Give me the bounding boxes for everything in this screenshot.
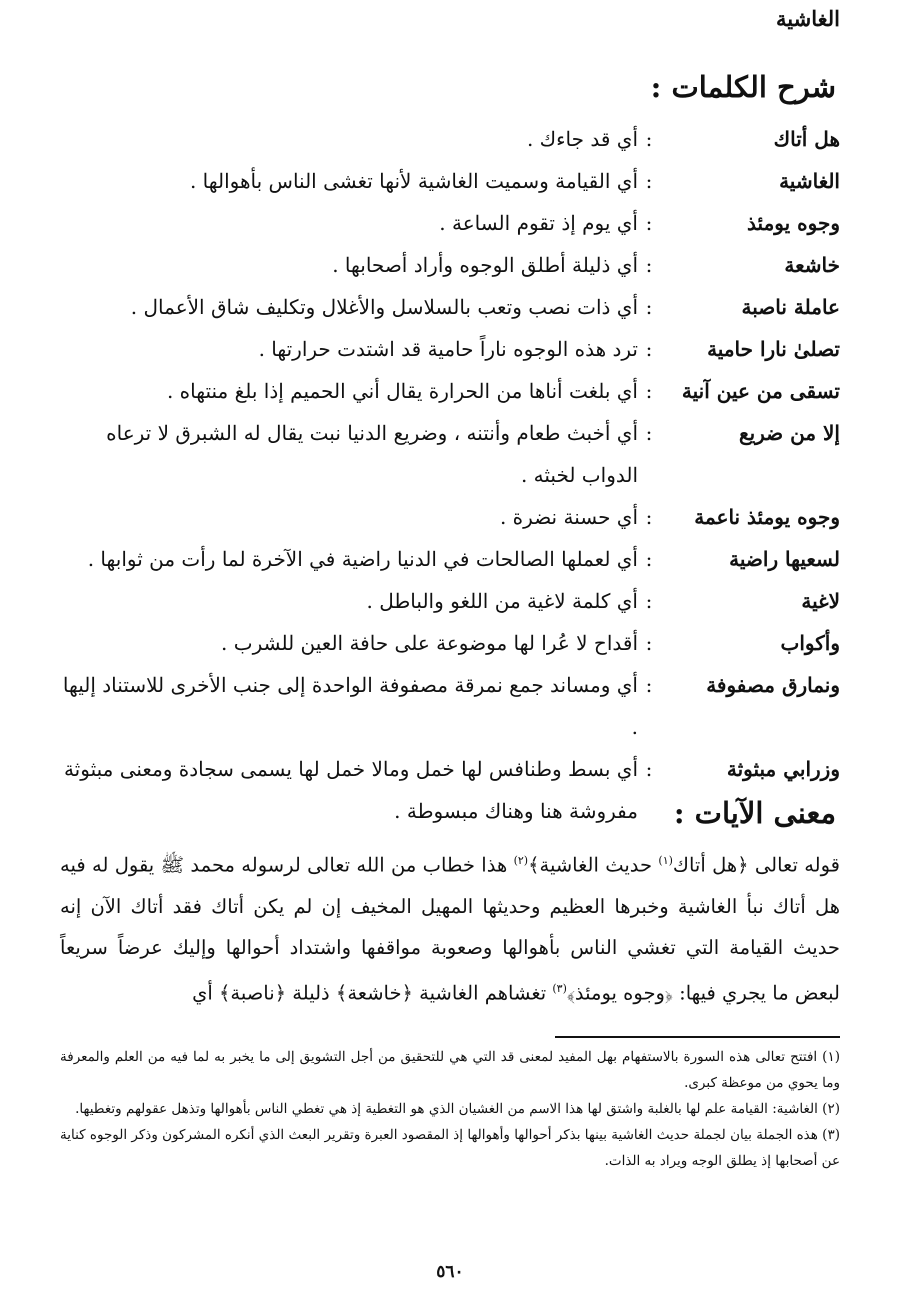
page-number: ٥٦٠ — [436, 1262, 464, 1282]
glossary-row — [60, 244, 840, 286]
glossary-row — [60, 160, 840, 202]
glossary-row — [60, 370, 840, 412]
glossary-definition: أي ومساند جمع نمرقة مصفوفة الواحدة إلى جنب الأخرى للاستناد إليها . — [62, 673, 638, 739]
glossary-definition: ترد هذه الوجوه ناراً حامية قد اشتدت حرارتها . — [258, 337, 638, 361]
glossary-term: الغاشية — [779, 169, 840, 193]
meaning-text-part: قوله تعالى ﴿هل أتاك — [672, 853, 840, 877]
glossary-term: وجوه يومئذ ناعمة — [694, 505, 840, 529]
footnote-marker: (١) — [658, 854, 673, 867]
footnote: (١) افتتح تعالى هذه السورة بالاستفهام بهل المفيد لمعنى قد التي هي للتحقيق من أجل التشويق إلى ما يخبر به لما فيه من العلم والمعرفة وما يحوي من موعظة كبرى. — [60, 1049, 840, 1091]
meaning-paragraph — [60, 840, 840, 1013]
glossary-definition: أي يوم إذ تقوم الساعة . — [439, 211, 638, 235]
glossary-term: لسعيها راضية — [729, 547, 840, 571]
footnote-marker: (٢) — [513, 854, 529, 867]
glossary-term: تسقى من عين آنية — [681, 379, 840, 403]
glossary-term: ونمارق مصفوفة — [706, 673, 840, 697]
glossary-definition: أي ذليلة أطلق الوجوه وأراد أصحابها . — [332, 253, 638, 277]
glossary-row — [60, 286, 840, 328]
glossary-separator: : — [645, 169, 653, 193]
glossary-row — [60, 622, 840, 664]
glossary-term: عاملة ناصبة — [741, 295, 840, 319]
glossary-definition: أقداح لا عُرا لها موضوعة على حافة العين للشرب . — [221, 631, 638, 655]
glossary-term: خاشعة — [784, 253, 840, 277]
glossary-term: هل أتاك — [773, 127, 840, 151]
glossary-separator: : — [645, 337, 653, 361]
glossary-definition: أي ذات نصب وتعب بالسلاسل والأغلال وتكليف شاق الأعمال . — [130, 295, 638, 319]
glossary-term: تصلىٰ نارا حامية — [707, 337, 840, 361]
meaning-text-part: حديث الغاشية﴾ — [528, 853, 659, 877]
glossary-definition: أي أخبث طعام وأنتنه ، وضريع الدنيا نبت يقال له الشبرق لا ترعاه الدواب لخبثه . — [106, 421, 638, 487]
glossary-separator: : — [645, 421, 653, 445]
footnote-marker: (٣) — [552, 981, 567, 995]
glossary-separator: : — [645, 757, 653, 781]
meaning-text-part: هذا خطاب من الله تعالى لرسوله محمد ﷺ يقول له فيه هل أتاك نبأ الغاشية وخبرها العظيم وحديثها المهيل المخيف إن لم يكن أتاك فقد أتاك الآن إنه حديث القيامة التي تغشي الناس بأهوالها وصعوبة مواقفها واشتداد أحوالها وإليك عرضاً سريعاً لبعض ما يجري فيها: ﴿وجوه يومئذ﴾ — [60, 853, 840, 1004]
glossary-separator: : — [645, 253, 653, 277]
footnote-divider — [555, 1036, 840, 1038]
glossary-row — [60, 580, 840, 622]
glossary-term: وزرابي مبثوثة — [726, 757, 840, 781]
meaning-text-part: تغشاهم الغاشية ﴿خاشعة﴾ ذليلة ﴿ناصبة﴾ أي — [192, 981, 553, 1004]
glossary-definition: أي لعملها الصالحات في الدنيا راضية في الآخرة لما رأت من ثوابها . — [87, 547, 638, 571]
glossary-separator: : — [645, 505, 653, 529]
glossary-term: لاغية — [801, 589, 840, 613]
glossary-list — [60, 118, 840, 832]
glossary-separator: : — [645, 631, 653, 655]
glossary-definition: أي قد جاءك . — [526, 127, 638, 151]
glossary-definition: أي حسنة نضرة . — [499, 505, 638, 529]
glossary-definition: أي بسط وطنافس لها خمل ومالا خمل لها يسمى سجادة ومعنى مبثوثة مفروشة هنا وهناك مبسوطة . — [63, 757, 638, 823]
glossary-row — [60, 202, 840, 244]
glossary-row — [60, 496, 840, 538]
glossary-definition: أي بلغت أناها من الحرارة يقال أني الحميم إذا بلغ منتهاه . — [166, 379, 638, 403]
footnote: (٣) هذه الجملة بيان لجملة حديث الغاشية بينها بذكر أحوالها وأهوالها إذ المقصود العبرة وتقرير البعث الذي أنكره المشركون وذكر الوجوه كناية عن أصحابها إذ يطلق الوجه ويراد به الذات. — [60, 1127, 840, 1169]
running-head: الغاشية — [776, 6, 840, 31]
glossary-term: وجوه يومئذ — [747, 211, 840, 235]
glossary-separator: : — [645, 127, 653, 151]
glossary-row — [60, 538, 840, 580]
glossary-separator: : — [645, 211, 653, 235]
glossary-separator: : — [645, 295, 653, 319]
footnote: (٢) الغاشية: القيامة علم لها بالغلبة واشتق لها هذا الاسم من الغشيان الذي هو التغطية إذ هي تغطي الناس بأهوالها وتذهل عقولهم وتغطيها. — [75, 1101, 840, 1117]
glossary-definition: أي كلمة لاغية من اللغو والباطل . — [366, 589, 638, 613]
glossary-row — [60, 412, 840, 496]
glossary-row — [60, 664, 840, 748]
meaning-section-title: معنى الآيات : — [673, 796, 836, 830]
glossary-term: وأكواب — [780, 631, 840, 655]
glossary-separator: : — [645, 589, 653, 613]
glossary-definition: أي القيامة وسميت الغاشية لأنها تغشى الناس بأهوالها . — [189, 169, 638, 193]
glossary-term: إلا من ضريع — [738, 421, 840, 445]
glossary-separator: : — [645, 379, 653, 403]
vocabulary-section-title: شرح الكلمات : — [650, 70, 836, 104]
footnotes — [60, 1044, 840, 1174]
glossary-row — [60, 118, 840, 160]
glossary-row — [60, 328, 840, 370]
glossary-separator: : — [645, 547, 653, 571]
glossary-separator: : — [645, 673, 653, 697]
